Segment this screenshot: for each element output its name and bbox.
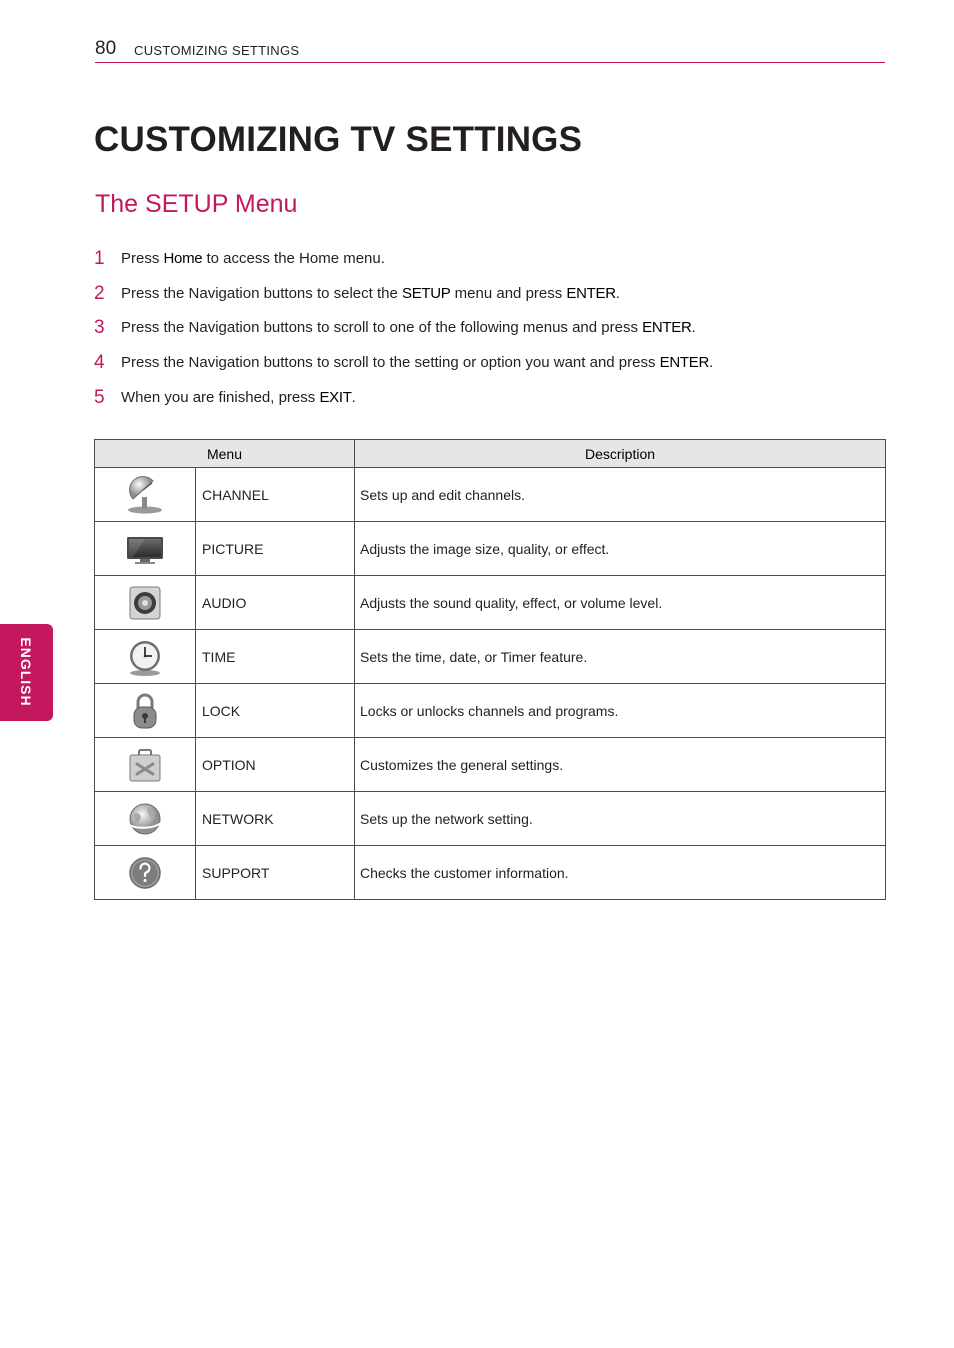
menu-name: AUDIO (196, 576, 355, 630)
menu-description: Sets the time, date, or Timer feature. (355, 630, 886, 684)
step-text-part: Press the Navigation buttons to scroll to the setting or option you want and press (121, 354, 660, 372)
table-row (95, 792, 886, 846)
step-keyword: EXIT (319, 388, 352, 406)
step-keyword: ENTER (566, 284, 616, 302)
icon-cell (95, 630, 196, 684)
menu-description: Sets up the network setting. (355, 792, 886, 846)
table-row (95, 522, 886, 576)
step-keyword: Home (163, 250, 203, 267)
menu-name: SUPPORT (196, 846, 355, 900)
menu-column-header: Menu (95, 440, 355, 468)
step-keyword: ENTER (659, 354, 709, 372)
running-section-name: CUSTOMIZING SETTINGS (134, 43, 300, 58)
step-number: 3 (94, 317, 105, 339)
setup-menu-table (94, 439, 886, 900)
icon-cell (95, 792, 196, 846)
step-number: 2 (94, 282, 105, 304)
step-number: 1 (94, 248, 105, 269)
step-number: 4 (94, 352, 105, 374)
step-item (94, 282, 884, 317)
menu-description: Customizes the general settings. (355, 738, 886, 792)
step-text (121, 316, 696, 340)
icon-cell (95, 738, 196, 792)
step-keyword: ENTER (642, 319, 692, 337)
step-text-part: to access the Home menu. (202, 250, 385, 267)
question-mark-icon (125, 853, 165, 893)
menu-description: Sets up and edit channels. (355, 468, 886, 522)
description-column-header: Description (355, 440, 886, 468)
step-item (94, 386, 884, 421)
icon-cell (95, 468, 196, 522)
section-title: The SETUP Menu (95, 190, 298, 218)
table-row (95, 684, 886, 738)
step-text (121, 282, 620, 306)
step-text-part: menu and press (450, 284, 567, 302)
menu-name: TIME (196, 630, 355, 684)
speaker-icon (125, 583, 165, 623)
step-text-part: . (691, 319, 696, 337)
table-row (95, 846, 886, 900)
menu-name: LOCK (196, 684, 355, 738)
step-text-part: Press the Navigation buttons to select the (121, 284, 402, 302)
language-tab-label: ENGLISH (18, 637, 34, 707)
step-item (94, 247, 884, 282)
menu-name: PICTURE (196, 522, 355, 576)
step-text (121, 386, 356, 410)
step-text-part: . (351, 388, 356, 406)
table-row (95, 738, 886, 792)
menu-name: OPTION (196, 738, 355, 792)
menu-description: Adjusts the image size, quality, or effect. (355, 522, 886, 576)
menu-description: Adjusts the sound quality, effect, or volume level. (355, 576, 886, 630)
table-header-row (95, 440, 886, 468)
globe-icon (125, 799, 165, 839)
step-text-part: . (615, 284, 620, 302)
step-keyword: SETUP (402, 284, 451, 302)
steps-list (94, 247, 884, 420)
toolbox-icon (125, 745, 165, 785)
language-tab (0, 624, 53, 721)
step-item (94, 316, 884, 351)
step-text (121, 351, 713, 375)
icon-cell (95, 522, 196, 576)
clock-icon (125, 637, 165, 677)
icon-cell (95, 684, 196, 738)
step-item (94, 351, 884, 386)
menu-name: NETWORK (196, 792, 355, 846)
step-text (121, 247, 385, 271)
step-number: 5 (94, 386, 105, 408)
table-row (95, 468, 886, 522)
running-header (95, 36, 885, 63)
page-title: CUSTOMIZING TV SETTINGS (94, 120, 583, 159)
page-number: 80 (95, 38, 117, 59)
step-text-part: Press (121, 250, 164, 267)
satellite-dish-icon (125, 475, 165, 515)
step-text-part: When you are finished, press (121, 388, 320, 406)
padlock-icon (125, 691, 165, 731)
step-text-part: Press the Navigation buttons to scroll to one of the following menus and press (121, 319, 643, 337)
icon-cell (95, 846, 196, 900)
menu-description: Checks the customer information. (355, 846, 886, 900)
step-text-part: . (708, 354, 714, 372)
menu-description: Locks or unlocks channels and programs. (355, 684, 886, 738)
table-row (95, 576, 886, 630)
table-row (95, 630, 886, 684)
menu-name: CHANNEL (196, 468, 355, 522)
tv-monitor-icon (125, 529, 165, 569)
icon-cell (95, 576, 196, 630)
